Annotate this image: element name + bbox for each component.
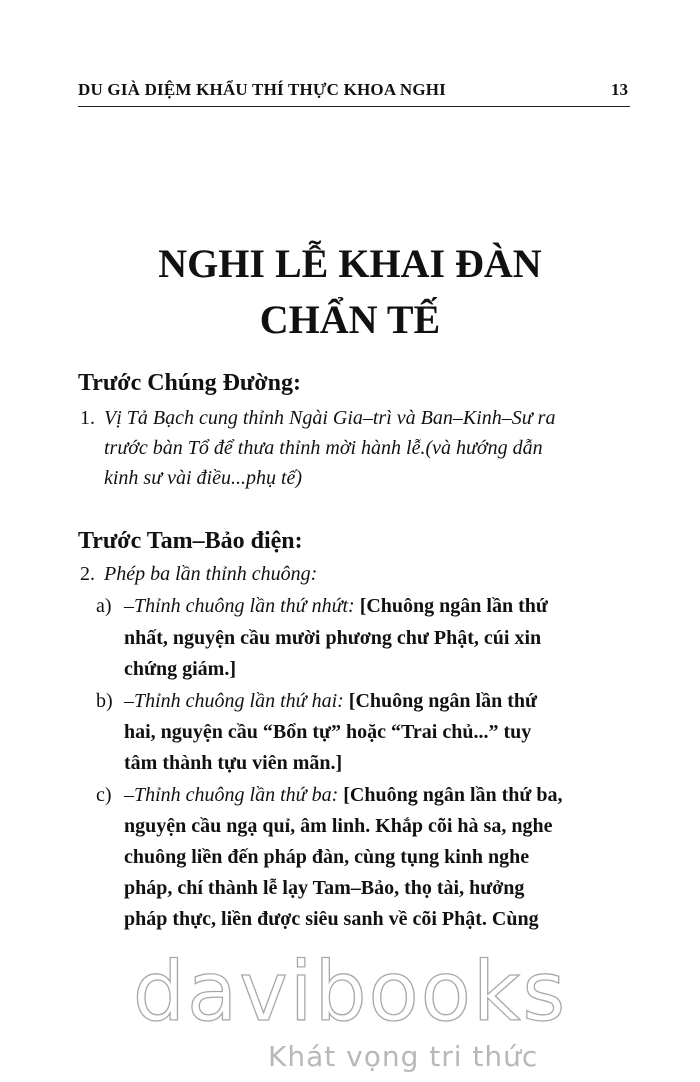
subitem-a-line-1: [Chuông ngân lần thứ	[359, 595, 548, 617]
subitem-c-lead: –Thỉnh chuông lần thứ ba:	[124, 784, 339, 806]
item-2-text: Phép ba lần thỉnh chuông:	[104, 563, 318, 585]
chapter-title-line-1: NGHI LỄ KHAI ĐÀN	[158, 241, 542, 286]
watermark-tagline: Khát vọng tri thức	[268, 1040, 539, 1073]
subitem-b-lead: –Thỉnh chuông lần thứ hai:	[124, 690, 344, 712]
subitem-c-line-4: pháp, chí thành lễ lạy Tam–Bảo, thọ tài, hưởng	[124, 877, 525, 899]
subitem-a-line-3: chứng giám.]	[124, 658, 237, 680]
section-heading-chung-duong: Trước Chúng Đường:	[78, 370, 301, 396]
section-heading-tam-bao-dien: Trước Tam–Bảo điện:	[78, 528, 303, 554]
chapter-title-line-2: CHẨN TẾ	[259, 297, 441, 342]
chapter-title	[0, 236, 700, 348]
subitem-c-line-1: [Chuông ngân lần thứ ba,	[343, 784, 563, 806]
subitem-c-line-2: nguyện cầu ngạ quỉ, âm linh. Khắp cõi hà sa, nghe	[124, 815, 553, 837]
subitem-c-line-3: chuông liền đến pháp đàn, cùng tụng kinh nghe	[124, 846, 530, 868]
page-number: 13	[611, 80, 628, 99]
subitem-c-label: c)	[96, 784, 112, 806]
subitem-c-line-5: pháp thực, liền được siêu sanh về cõi Phật. Cùng	[124, 908, 539, 930]
subitem-a-line-2: nhất, nguyện cầu mười phương chư Phật, cúi xin	[124, 627, 542, 649]
subitem-a-first-line	[124, 595, 548, 618]
subitem-b-label: b)	[96, 690, 113, 712]
item-1-line-3: kinh sư vài điều...phụ tế)	[104, 467, 303, 489]
subitem-c-first-line	[124, 784, 563, 807]
item-1-line-2: trước bàn Tổ để thưa thỉnh mời hành lễ.(và hướng dẫn	[104, 437, 543, 459]
subitem-b-first-line	[124, 690, 537, 713]
subitem-b-line-1: [Chuông ngân lần thứ	[348, 690, 537, 712]
header-title: DU GIÀ DIỆM KHẨU THÍ THỰC KHOA NGHI	[78, 80, 446, 99]
running-header	[78, 78, 630, 107]
item-1-number: 1.	[80, 407, 95, 429]
item-2-number: 2.	[80, 563, 95, 585]
subitem-a-lead: –Thỉnh chuông lần thứ nhứt:	[124, 595, 355, 617]
subitem-b-line-2: hai, nguyện cầu “Bổn tự” hoặc “Trai chủ...” tuy	[124, 721, 532, 743]
item-1-line-1: Vị Tả Bạch cung thỉnh Ngài Gia–trì và Ban–Kinh–Sư ra	[104, 407, 556, 429]
subitem-a-label: a)	[96, 595, 112, 617]
subitem-b-line-3: tâm thành tựu viên mãn.]	[124, 752, 343, 774]
watermark-brand: davibooks	[132, 945, 568, 1040]
